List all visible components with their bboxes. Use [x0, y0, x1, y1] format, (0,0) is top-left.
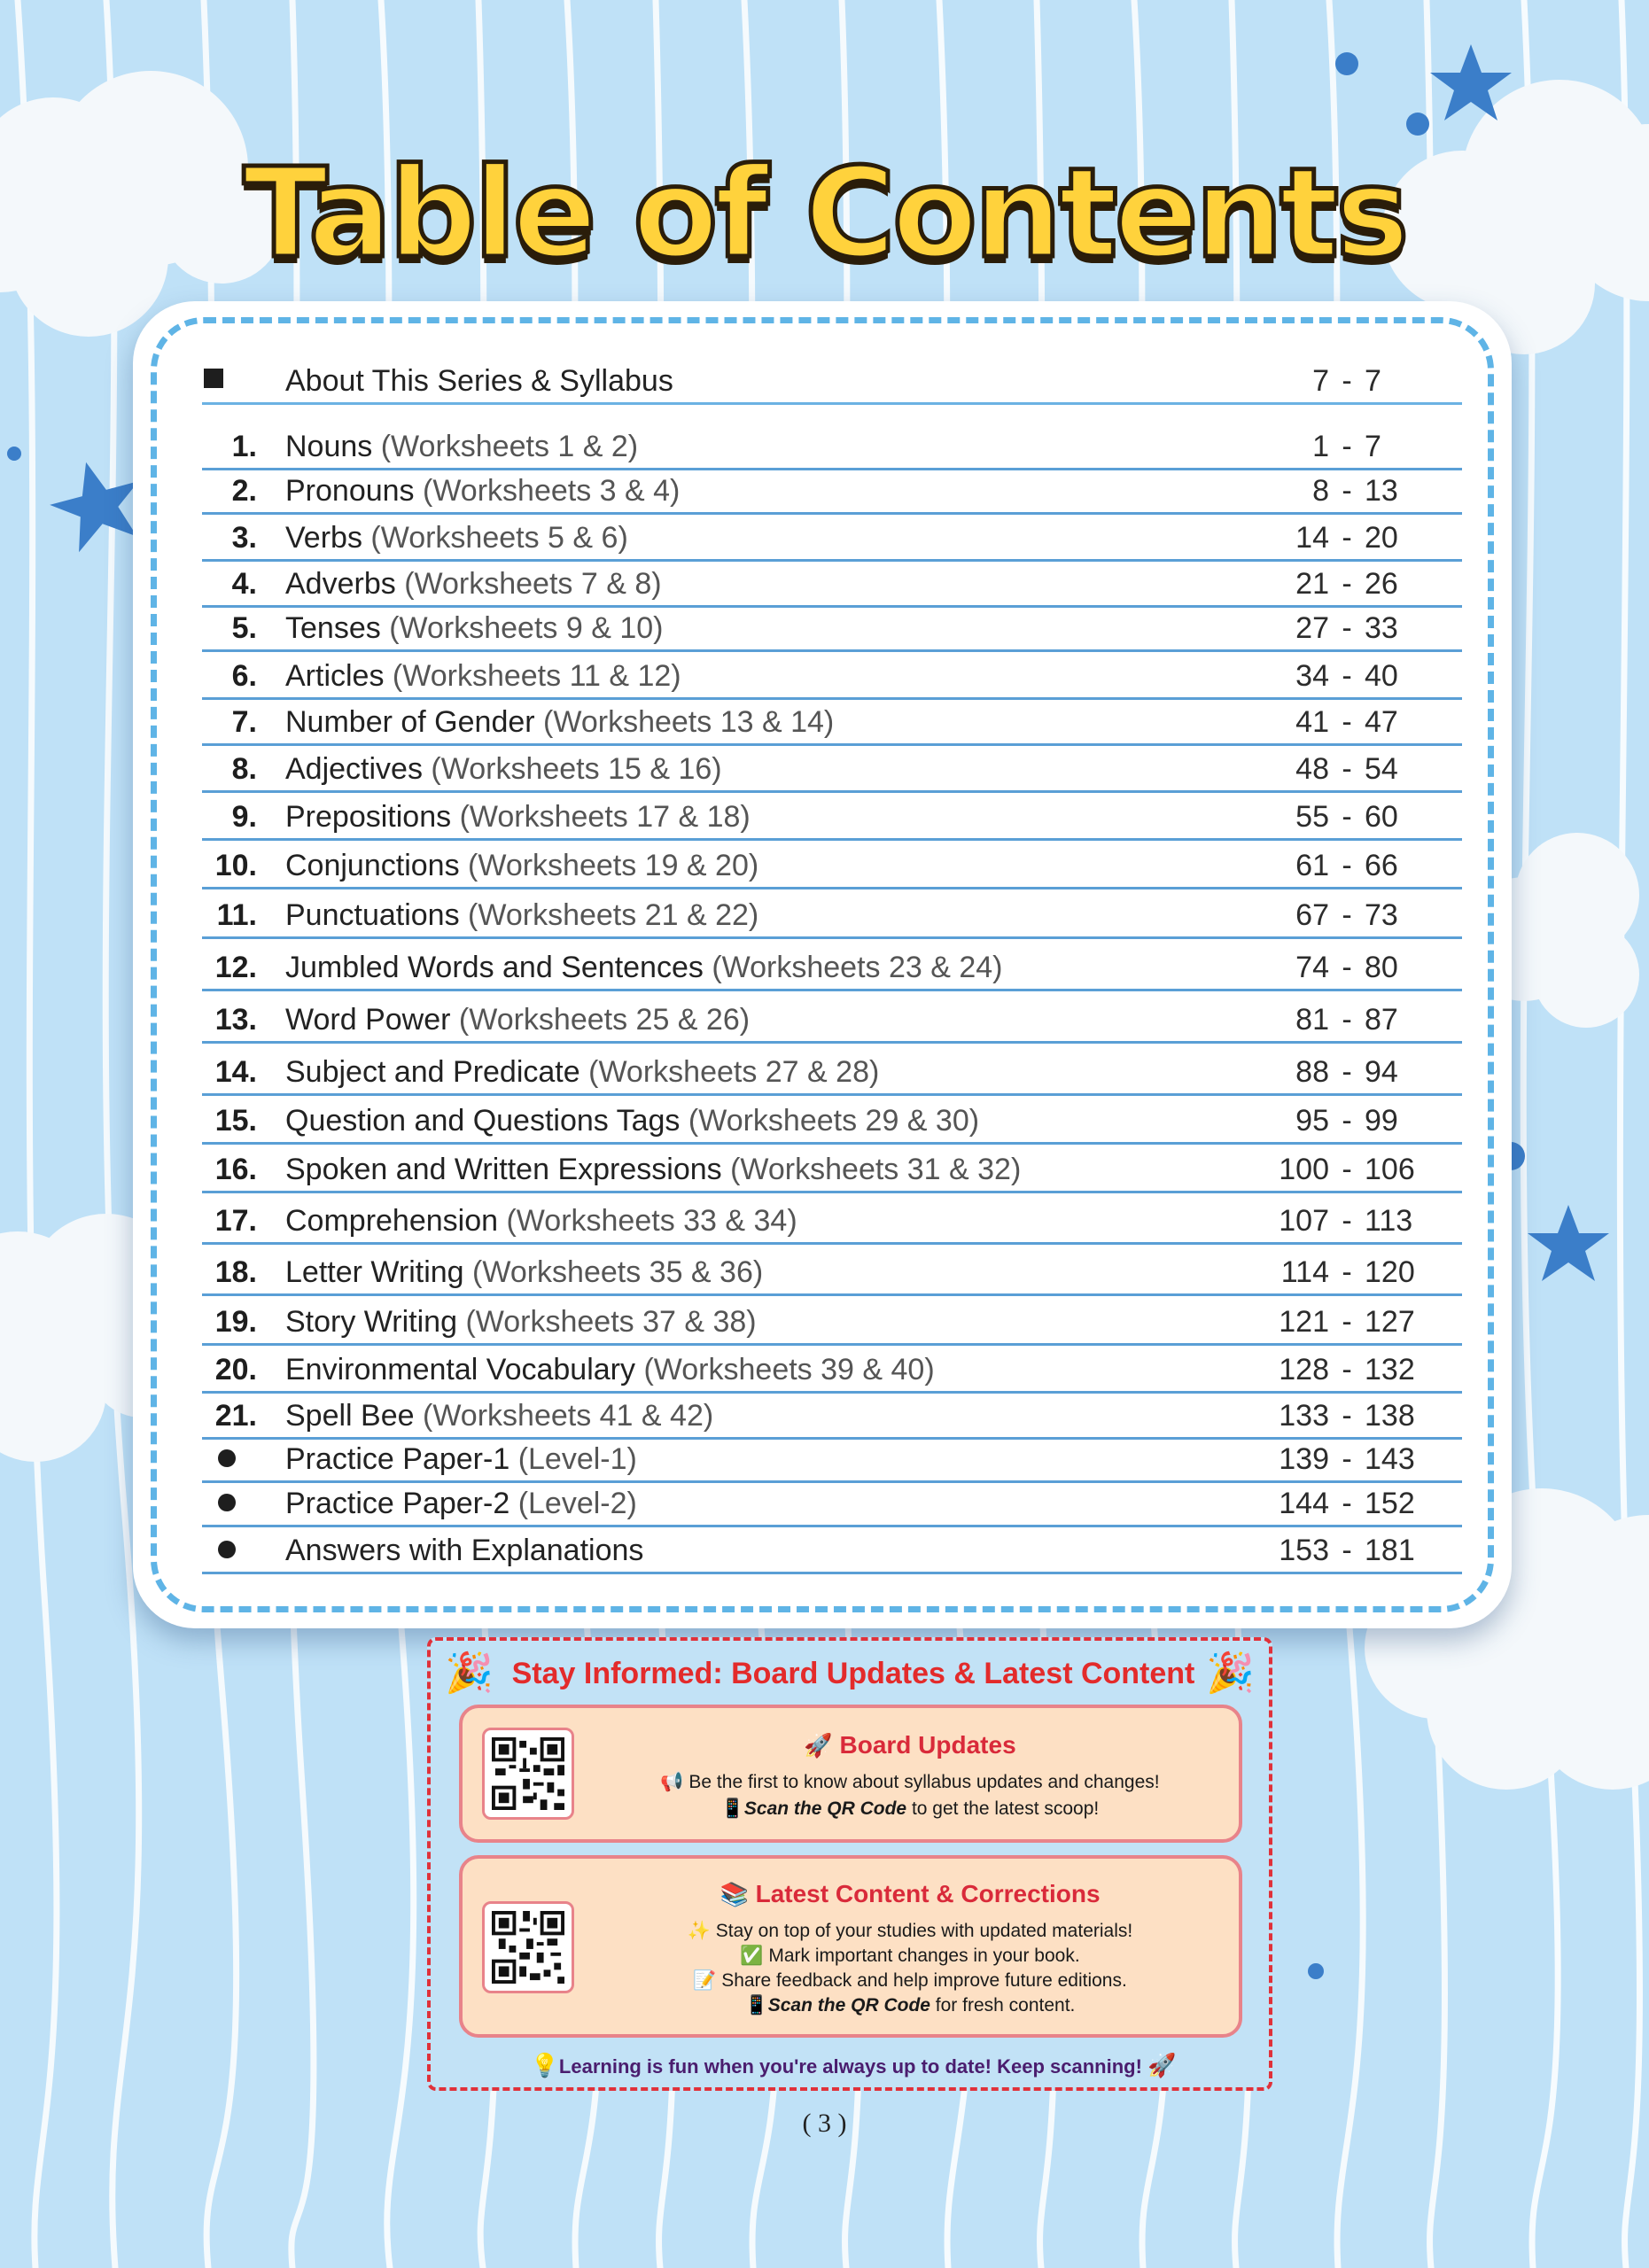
- toc-topic: [285, 1442, 637, 1477]
- party-popper-icon: 🎉: [1206, 1651, 1255, 1695]
- toc-topic: About This Series & Syllabus: [285, 364, 673, 398]
- toc-pages: 61 - 66: [1295, 849, 1398, 882]
- toc-pages: 114 - 120: [1280, 1255, 1415, 1289]
- phone-icon: 📱: [720, 1798, 744, 1819]
- toc-row[interactable]: [202, 946, 1462, 991]
- toc-topic: [285, 430, 638, 464]
- phone-icon: 📱: [744, 1995, 768, 2016]
- toc-worksheets: (Worksheets 15 & 16): [431, 752, 722, 786]
- toc-row[interactable]: [202, 1529, 1462, 1574]
- toc-number: 4.: [231, 567, 257, 601]
- toc-topic-title: Environmental Vocabulary: [285, 1353, 636, 1386]
- toc-number: 11.: [216, 898, 257, 932]
- party-popper-icon: 🎉: [445, 1651, 494, 1695]
- toc-row[interactable]: [202, 1438, 1462, 1483]
- toc-pages: 7 - 7: [1312, 364, 1381, 398]
- toc-pages: 21 - 26: [1295, 567, 1398, 601]
- toc-topic: [285, 1399, 713, 1433]
- toc-topic-title: Story Writing: [285, 1305, 457, 1339]
- toc-pages: 107 - 113: [1279, 1204, 1413, 1238]
- toc-number: 12.: [214, 951, 257, 984]
- toc-row[interactable]: [202, 563, 1462, 608]
- qr-code-icon: [492, 1911, 564, 1984]
- toc-topic: [285, 611, 663, 646]
- memo-icon: 📝: [693, 1970, 717, 1991]
- board-updates-line-2: 📱Scan the QR Code to get the latest scoop!: [720, 1798, 1100, 1819]
- toc-pages: 34 - 40: [1295, 659, 1398, 693]
- toc-row[interactable]: [202, 1251, 1462, 1296]
- light-bulb-icon: 💡: [530, 2052, 559, 2078]
- board-updates-title: 🚀 Board Updates: [804, 1731, 1016, 1759]
- toc-number: 10.: [214, 849, 257, 882]
- toc-worksheets: (Worksheets 25 & 26): [458, 1003, 751, 1037]
- toc-topic-title: Comprehension: [285, 1204, 499, 1238]
- toc-topic-title: Spoken and Written Expressions: [285, 1153, 722, 1186]
- toc-topic: [285, 1487, 637, 1521]
- toc-pages: 133 - 138: [1279, 1399, 1415, 1433]
- toc-topic-title: Practice Paper-2: [285, 1487, 510, 1520]
- toc-pages: 55 - 60: [1295, 800, 1398, 834]
- toc-number: 1.: [231, 430, 257, 463]
- toc-number: 9.: [231, 800, 257, 834]
- toc-pages: 1 - 7: [1312, 430, 1381, 463]
- toc-topic: [285, 898, 758, 933]
- toc-topic: [285, 1204, 797, 1239]
- rocket-icon: 🚀: [804, 1732, 833, 1759]
- toc-row[interactable]: [202, 894, 1462, 939]
- toc-worksheets: (Worksheets 3 & 4): [423, 474, 681, 508]
- toc-topic: [285, 705, 834, 740]
- bullet-icon: [218, 1449, 236, 1467]
- toc-worksheets: (Worksheets 17 & 18): [459, 800, 751, 834]
- toc-worksheets: (Worksheets 19 & 20): [468, 849, 759, 882]
- toc-number: 21.: [214, 1399, 257, 1433]
- toc-pages: 139 - 143: [1279, 1442, 1415, 1476]
- toc-topic-title: Articles: [285, 659, 385, 693]
- toc-topic: [285, 567, 662, 602]
- toc-worksheets: (Worksheets 35 & 36): [472, 1255, 764, 1289]
- toc-topic: [285, 1153, 1021, 1187]
- toc-pages: 74 - 80: [1295, 951, 1398, 984]
- toc-row[interactable]: [202, 998, 1462, 1044]
- toc-topic-title: Word Power: [285, 1003, 451, 1037]
- toc-number: 18.: [214, 1255, 257, 1289]
- toc-pages: 48 - 54: [1295, 752, 1398, 786]
- toc-pages: 121 - 127: [1279, 1305, 1415, 1339]
- toc-topic: [285, 1003, 750, 1037]
- toc-worksheets: (Worksheets 7 & 8): [404, 567, 662, 601]
- latest-content-qr-code[interactable]: [482, 1901, 574, 1993]
- toc-topic-title: Punctuations: [285, 898, 460, 932]
- toc-topic-title: Prepositions: [285, 800, 452, 834]
- toc-number: 5.: [231, 611, 257, 645]
- toc-topic-title: Pronouns: [285, 474, 415, 508]
- toc-pages: 67 - 73: [1295, 898, 1398, 932]
- toc-number: 19.: [214, 1305, 257, 1339]
- toc-topic-title: Spell Bee: [285, 1399, 415, 1433]
- toc-topic-title: Tenses: [285, 611, 381, 645]
- toc-topic-title: Practice Paper-1: [285, 1442, 510, 1476]
- toc-topic-title: Letter Writing: [285, 1255, 464, 1289]
- toc-row[interactable]: [202, 1200, 1462, 1245]
- toc-row[interactable]: [202, 1148, 1462, 1193]
- latest-content-title: 📚 Latest Content & Corrections: [719, 1880, 1101, 1907]
- toc-pages: 153 - 181: [1279, 1534, 1415, 1567]
- toc-worksheets: (Worksheets 31 & 32): [730, 1153, 1022, 1186]
- toc-number: 20.: [214, 1353, 257, 1386]
- toc-row[interactable]: [202, 701, 1462, 746]
- board-updates-panel: [459, 1705, 1242, 1843]
- toc-worksheets: (Worksheets 5 & 6): [370, 521, 628, 555]
- toc-row[interactable]: [202, 844, 1462, 889]
- toc-number: 13.: [214, 1003, 257, 1037]
- toc-worksheets: (Worksheets 11 & 12): [392, 659, 681, 693]
- updates-heading: Stay Informed: Board Updates & Latest Content: [511, 1657, 1195, 1690]
- toc-topic: [285, 659, 681, 694]
- toc-number: 15.: [214, 1104, 257, 1138]
- latest-content-panel: [459, 1855, 1242, 2038]
- toc-row[interactable]: [202, 1348, 1462, 1394]
- toc-topic: [285, 1534, 643, 1568]
- toc-topic-title: Conjunctions: [285, 849, 460, 882]
- toc-pages: 8 - 13: [1312, 474, 1398, 508]
- square-marker-icon: [204, 369, 223, 388]
- toc-worksheets: (Level-2): [517, 1487, 637, 1520]
- latest-content-line-4: 📱Scan the QR Code for fresh content.: [744, 1995, 1076, 2016]
- toc-row-intro[interactable]: [202, 347, 1462, 405]
- toc-topic-title: Adverbs: [285, 567, 396, 601]
- toc-topic-title: Nouns: [285, 430, 373, 463]
- books-icon: 📚: [719, 1881, 749, 1907]
- board-updates-qr-code[interactable]: [482, 1728, 574, 1820]
- bullet-icon: [218, 1541, 236, 1558]
- toc-worksheets: (Worksheets 29 & 30): [688, 1104, 980, 1138]
- toc-worksheets: (Worksheets 41 & 42): [423, 1399, 714, 1433]
- toc-row[interactable]: [202, 796, 1462, 841]
- page-title: Table of Contents: [243, 142, 1406, 286]
- toc-topic-title: Question and Questions Tags: [285, 1104, 681, 1138]
- toc-worksheets: (Worksheets 1 & 2): [380, 430, 639, 463]
- toc-number: 16.: [214, 1153, 257, 1186]
- toc-topic-title: Verbs: [285, 521, 362, 555]
- toc-pages: 27 - 33: [1295, 611, 1398, 645]
- toc-worksheets: (Worksheets 27 & 28): [588, 1055, 880, 1089]
- toc-topic-title: Jumbled Words and Sentences: [285, 951, 704, 984]
- toc-row[interactable]: [202, 655, 1462, 700]
- toc-row[interactable]: [202, 1394, 1462, 1440]
- toc-row[interactable]: [202, 1482, 1462, 1527]
- toc-pages: 144 - 152: [1279, 1487, 1415, 1520]
- sparkles-icon: ✨: [687, 1921, 711, 1941]
- toc-topic: [285, 1353, 935, 1387]
- latest-content-line-3: 📝 Share feedback and help improve future editions.: [693, 1970, 1127, 1991]
- toc-topic: [285, 1305, 757, 1340]
- toc-pages: 128 - 132: [1279, 1353, 1415, 1386]
- toc-number: 8.: [231, 752, 257, 786]
- toc-row[interactable]: [202, 1301, 1462, 1346]
- megaphone-icon: 📢: [660, 1772, 684, 1792]
- toc-topic: [285, 849, 758, 883]
- toc-topic: [285, 1255, 763, 1290]
- latest-content-line-1: ✨ Stay on top of your studies with updated materials!: [687, 1921, 1133, 1941]
- toc-worksheets: (Worksheets 33 & 34): [506, 1204, 797, 1238]
- toc-topic-title: Answers with Explanations: [285, 1534, 644, 1567]
- toc-row[interactable]: [202, 425, 1462, 470]
- toc-row[interactable]: [202, 607, 1462, 652]
- page-number: ( 3 ): [802, 2109, 847, 2138]
- toc-pages: 100 - 106: [1279, 1153, 1415, 1186]
- toc-row[interactable]: [202, 517, 1462, 562]
- bullet-icon: [218, 1494, 236, 1511]
- toc-topic: [285, 521, 628, 555]
- toc-number: 2.: [231, 474, 257, 508]
- toc-row[interactable]: [202, 748, 1462, 793]
- rocket-icon: 🚀: [1147, 2052, 1177, 2078]
- toc-pages: 41 - 47: [1295, 705, 1398, 739]
- toc-topic: [285, 951, 1003, 985]
- toc-worksheets: (Worksheets 9 & 10): [389, 611, 664, 645]
- toc-topic: [285, 1055, 879, 1090]
- toc-row[interactable]: [202, 470, 1462, 515]
- toc-topic-title: Number of Gender: [285, 705, 535, 739]
- toc-topic-title: Subject and Predicate: [285, 1055, 580, 1089]
- latest-content-line-2: ✅ Mark important changes in your book.: [740, 1946, 1080, 1966]
- toc-worksheets: (Worksheets 37 & 38): [465, 1305, 757, 1339]
- toc-row[interactable]: [202, 1051, 1462, 1096]
- toc-pages: 81 - 87: [1295, 1003, 1398, 1037]
- toc-pages: 88 - 94: [1295, 1055, 1398, 1089]
- check-mark-icon: ✅: [740, 1946, 764, 1966]
- toc-row[interactable]: [202, 1099, 1462, 1145]
- toc-pages: 14 - 20: [1295, 521, 1398, 555]
- toc-topic: [285, 1104, 979, 1138]
- updates-box: [427, 1637, 1272, 2091]
- toc-pages: 95 - 99: [1295, 1104, 1398, 1138]
- toc-worksheets: (Worksheets 23 & 24): [712, 951, 1003, 984]
- toc-number: 17.: [214, 1204, 257, 1238]
- qr-code-icon: [492, 1737, 564, 1810]
- toc-topic-title: Adjectives: [285, 752, 423, 786]
- toc-number: 6.: [231, 659, 257, 693]
- toc-worksheets: (Level-1): [517, 1442, 637, 1476]
- toc-topic: [285, 474, 680, 509]
- updates-footer: 💡Learning is fun when you're always up to date! Keep scanning! 🚀: [530, 2052, 1177, 2078]
- toc-topic: [285, 752, 722, 787]
- toc-worksheets: (Worksheets 21 & 22): [468, 898, 759, 932]
- toc-worksheets: (Worksheets 39 & 40): [643, 1353, 935, 1386]
- board-updates-line-1: 📢 Be the first to know about syllabus updates and changes!: [660, 1772, 1160, 1792]
- toc-topic: [285, 800, 751, 835]
- toc-number: 3.: [231, 521, 257, 555]
- toc-number: 14.: [214, 1055, 257, 1089]
- toc-worksheets: (Worksheets 13 & 14): [543, 705, 835, 739]
- toc-number: 7.: [231, 705, 257, 739]
